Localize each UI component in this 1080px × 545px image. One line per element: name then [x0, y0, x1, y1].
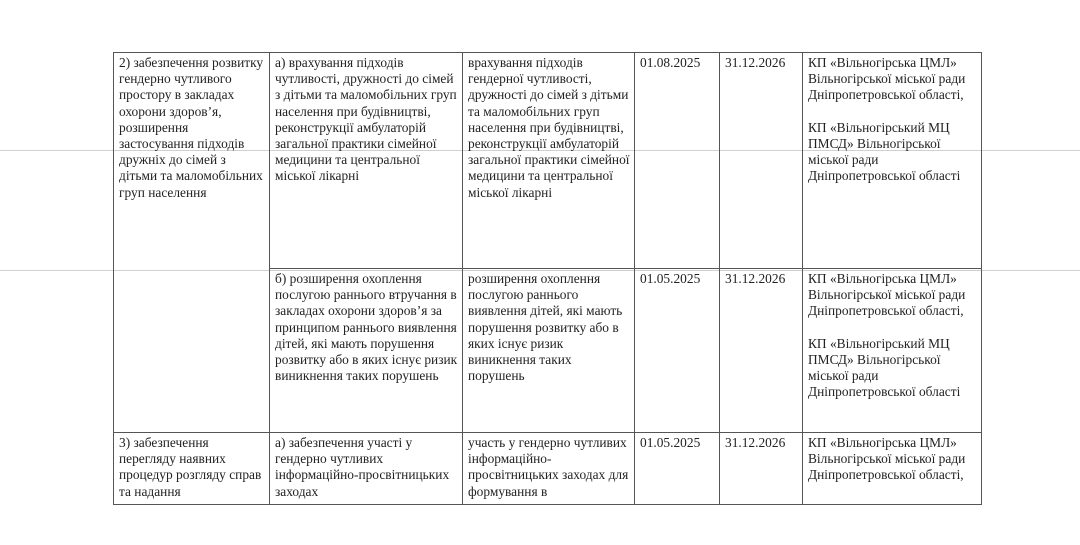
task-cell — [114, 53, 270, 433]
start-date-cell — [635, 53, 720, 269]
task-cell — [114, 433, 270, 505]
indicator-cell — [463, 433, 635, 505]
task-text: 2) забезпечення розвитку гендерно чутливого простору в закладах охорони здоров’я, розширення застосування підходів дружніх до сімей з дітьми та маломобільних груп населення — [119, 55, 264, 200]
table-row — [114, 433, 982, 505]
indicator-cell — [463, 53, 635, 269]
measure-text: а) врахування підходів чутливості, дружності до сімей з дітьми та маломобільних груп населення при будівництві, реконструкції амбулаторій загальної практики сімейної медицини та центральної міської лікарні — [275, 55, 457, 184]
task-text: 3) забезпечення перегляду наявних процедур розгляду справ та надання — [119, 435, 262, 499]
start-date-cell — [635, 433, 720, 505]
end-date-cell — [720, 53, 803, 269]
measure-cell — [270, 53, 463, 269]
start-date: 01.08.2025 — [640, 55, 701, 70]
end-date: 31.12.2026 — [725, 55, 786, 70]
executor-text: КП «Вільногірська ЦМЛ» Вільногірської міської ради Дніпропетровської області, — [808, 271, 966, 319]
indicator-text: участь у гендерно чутливих інформаційно-просвітницьких заходах для формування в — [468, 435, 629, 499]
executor-text: КП «Вільногірська ЦМЛ» Вільногірської міської ради Дніпропетровської області, — [808, 55, 966, 103]
end-date-cell — [720, 433, 803, 505]
executor-text: КП «Вільногірський МЦ ПМСД» Вільногірської міської ради Дніпропетровської області — [808, 119, 961, 184]
indicator-text: врахування підходів гендерної чутливості, дружності до сімей з дітьми та маломобільних груп населення при будівництві, реконструкції амбулаторій загальної практики сімейної медицини та центральної міської лікарні — [468, 55, 630, 200]
measures-table — [113, 52, 982, 505]
measure-text: а) забезпечення участі у гендерно чутливих інформаційно-просвітницьких заходах — [275, 435, 450, 499]
executor-cell — [803, 269, 982, 433]
executor-cell — [803, 53, 982, 269]
end-date: 31.12.2026 — [725, 271, 786, 286]
measure-cell — [270, 433, 463, 505]
executor-cell — [803, 433, 982, 505]
end-date-cell — [720, 269, 803, 433]
measure-cell — [270, 269, 463, 433]
executor-text: КП «Вільногірський МЦ ПМСД» Вільногірської міської ради Дніпропетровської області — [808, 335, 961, 400]
table-row — [114, 53, 982, 269]
indicator-cell — [463, 269, 635, 433]
start-date-cell — [635, 269, 720, 433]
measure-text: б) розширення охоплення послугою раннього втручання в закладах охорони здоров’я за принципом раннього виявлення дітей, які мають порушення розвитку або в яких існує ризик виникнення таких порушень — [275, 271, 458, 384]
start-date: 01.05.2025 — [640, 435, 701, 450]
end-date: 31.12.2026 — [725, 435, 786, 450]
executor-text: КП «Вільногірська ЦМЛ» Вільногірської міської ради Дніпропетровської області, — [808, 435, 966, 483]
indicator-text: розширення охоплення послугою раннього виявлення дітей, які мають порушення розвитку або в яких існує ризик виникнення таких порушень — [468, 271, 623, 384]
start-date: 01.05.2025 — [640, 271, 701, 286]
